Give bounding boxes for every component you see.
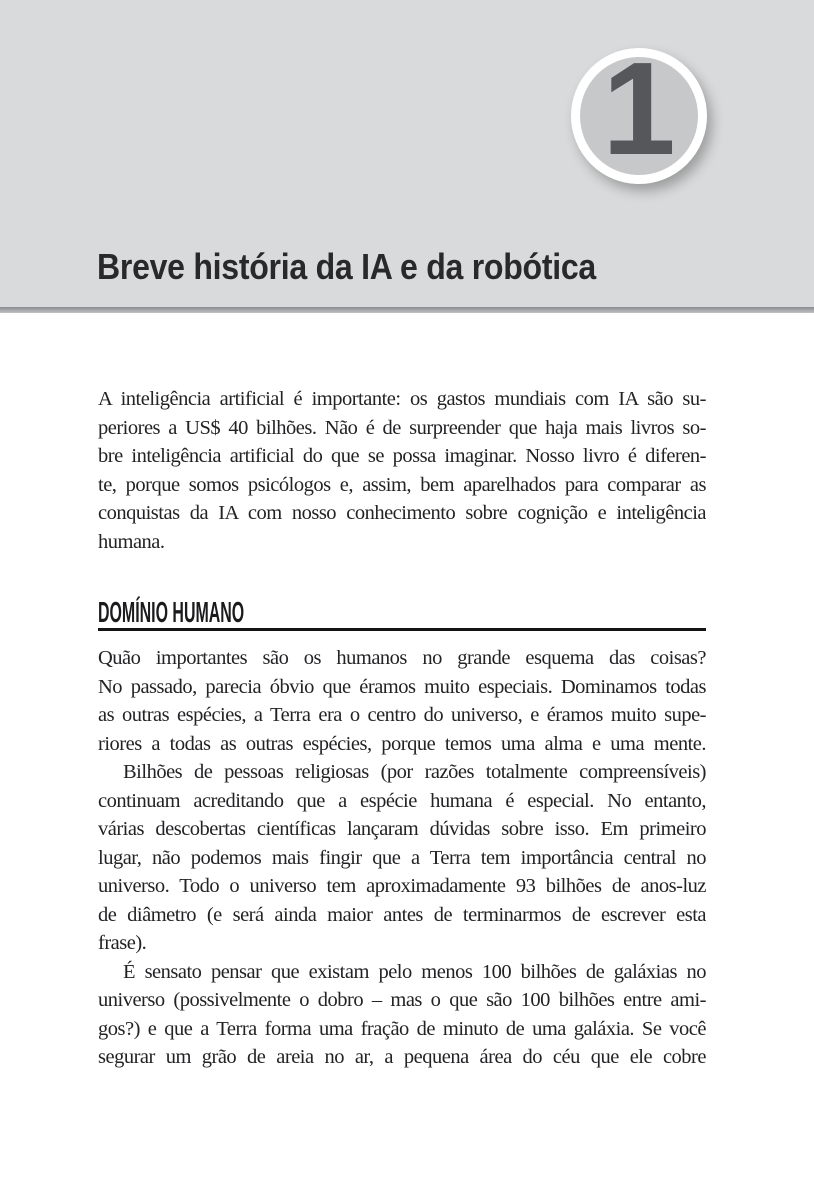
- text-line: humana.: [98, 530, 165, 553]
- text-line: frase).: [98, 932, 147, 954]
- section-heading-label: DOMÍNIO HUMANO: [98, 597, 245, 629]
- section-heading: [98, 598, 706, 631]
- text-line: No passado, parecia óbvio que éramos muito especiais. Dominamos todas: [98, 675, 706, 698]
- text-line: Bilhões de pessoas religiosas (por razões totalmente compreensíveis): [123, 761, 706, 783]
- text-line: várias descobertas científicas lançaram dúvidas sobre isso. Em primeiro: [98, 818, 706, 840]
- page-content: [0, 313, 706, 1072]
- text-line: conquistas da IA com nosso conhecimento sobre cognição e inteligência: [98, 502, 706, 524]
- text-line: lugar, não podemos mais fingir que a Terra tem importância central no: [98, 846, 706, 869]
- text-line: bre inteligência artificial do que se possa imaginar. Nosso livro é diferen-: [98, 445, 706, 467]
- text-line: continuam acreditando que a espécie humana é especial. No entanto,: [98, 789, 706, 812]
- text-line: Quão importantes são os humanos no grande esquema das coisas?: [98, 647, 706, 669]
- body-text: [98, 644, 706, 1072]
- text-line: de diâmetro (e será ainda maior antes de terminarmos de escrever esta: [98, 903, 706, 926]
- text-line: segurar um grão de areia no ar, a pequena área do céu que ele cobre: [98, 1046, 706, 1068]
- chapter-number: 1: [602, 35, 676, 182]
- text-line: gos?) e que a Terra forma uma fração de minuto de uma galáxia. Se você: [98, 1017, 706, 1040]
- text-line: A inteligência artificial é importante: os gastos mundiais com IA são su-: [98, 388, 706, 410]
- text-line: riores a todas as outras espécies, porque temos uma alma e uma mente.: [98, 732, 706, 755]
- chapter-title: Breve história da IA e da robótica: [97, 246, 596, 287]
- text-line: universo (possivelmente o dobro – mas o que são 100 bilhões entre ami-: [98, 989, 706, 1011]
- lead-paragraph: [98, 385, 706, 556]
- text-line: as outras espécies, a Terra era o centro do universo, e éramos muito supe-: [98, 704, 706, 726]
- text-line: te, porque somos psicólogos e, assim, bem aparelhados para comparar as: [98, 473, 706, 496]
- chapter-banner: [0, 0, 814, 307]
- text-line: periores a US$ 40 bilhões. Não é de surpreender que haja mais livros so-: [98, 416, 706, 439]
- text-line: universo. Todo o universo tem aproximadamente 93 bilhões de anos-luz: [98, 875, 706, 897]
- chapter-number-badge: [571, 35, 707, 184]
- text-line: É sensato pensar que existam pelo menos 100 bilhões de galáxias no: [123, 960, 706, 983]
